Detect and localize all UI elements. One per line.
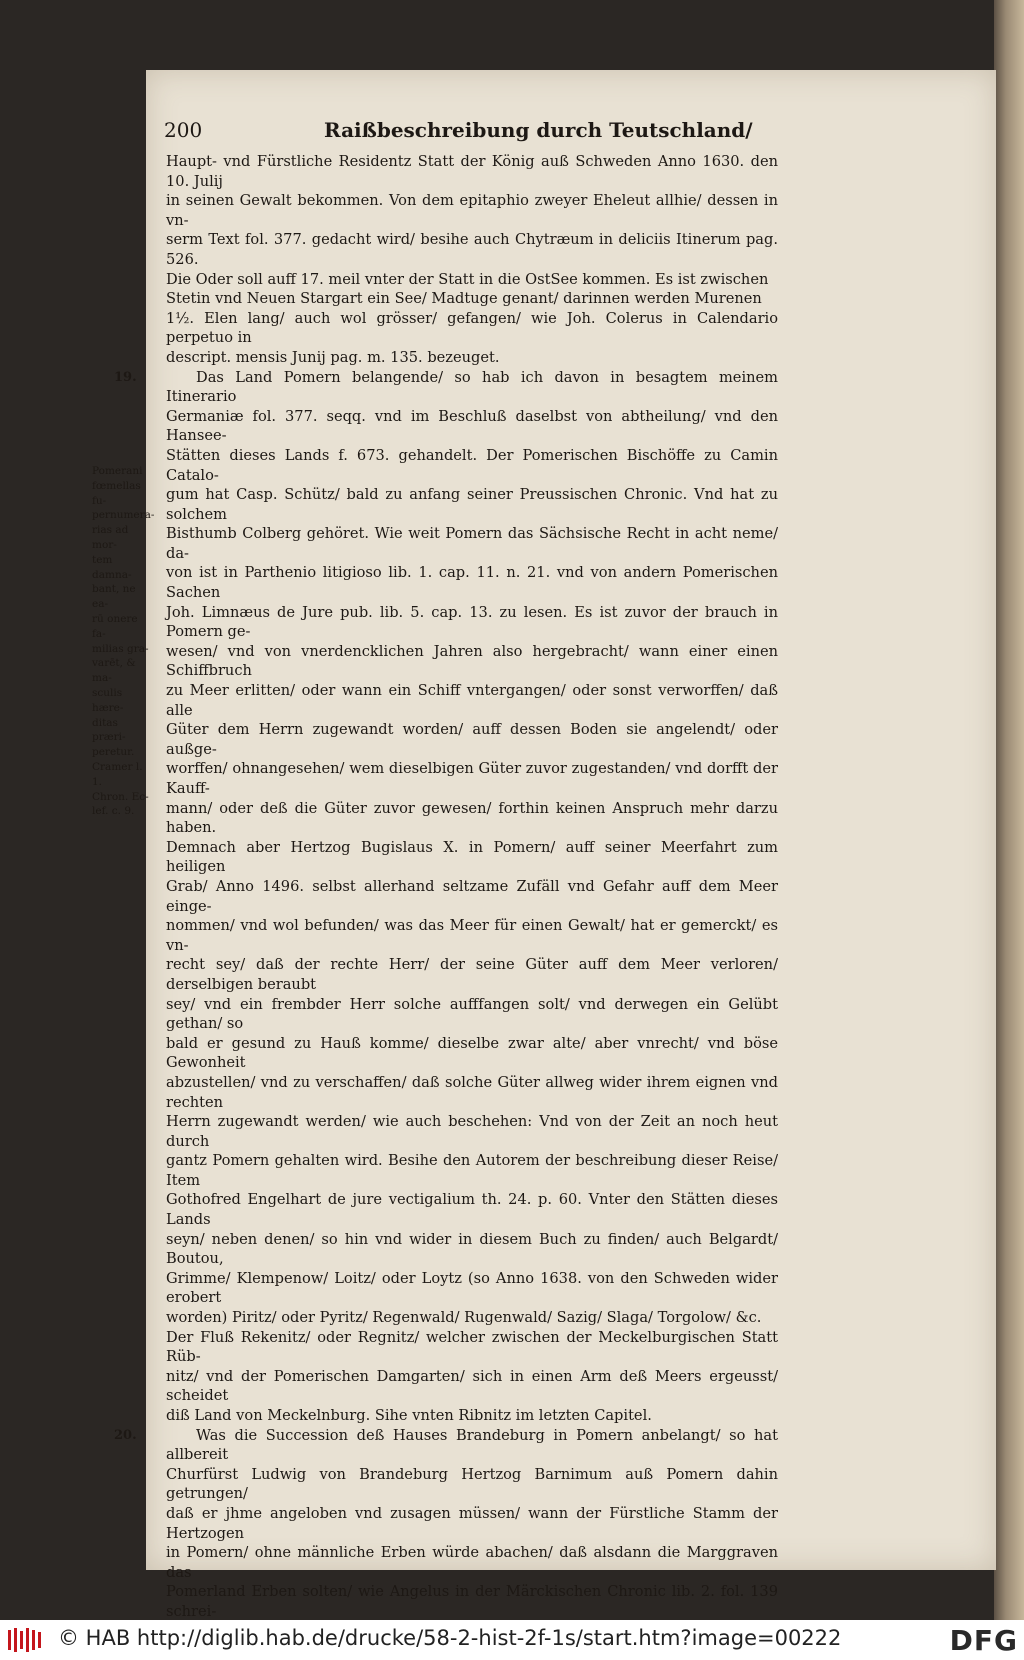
text-line: diß Land von Meckelnburg. Sihe vnten Ribnitz im letzten Capitel. xyxy=(166,1407,652,1424)
paragraph xyxy=(114,1426,778,1620)
text-line: recht sey/ daß der rechte Herr/ der seine Güter auff dem Meer verloren/ derselbigen beraubt xyxy=(166,956,778,993)
text-line: Die Oder soll auff 17. meil vnter der Statt in die OstSee kommen. Es ist zwischen xyxy=(166,270,769,288)
text-line: Haupt- vnd Fürstliche Residentz Statt der König auß Schweden Anno 1630. den 10. Julij xyxy=(166,153,778,190)
text-line: Güter dem Herrn zugewandt worden/ auff dessen Boden sie angelendt/ oder außge- xyxy=(166,721,778,758)
margin-note-line: bant, ne ea- xyxy=(92,583,136,611)
text-line: wesen/ vnd von vnerdencklichen Jahren also hergebracht/ wann einer einen Schiffbruch xyxy=(166,642,778,680)
text-line: Demnach aber Hertzog Bugislaus X. in Pomern/ auff seiner Meerfahrt zum heiligen xyxy=(166,838,778,876)
text-line: worffen/ ohnangesehen/ wem dieselbigen Güter zuvor zugestanden/ vnd dorfft der Kauff- xyxy=(166,760,778,797)
margin-note-line: peretur. xyxy=(92,746,135,759)
text-line: Stätten dieses Lands f. 673. gehandelt. Der Pomerischen Bischöffe zu Camin Catalo- xyxy=(166,446,778,484)
text-line: descript. mensis Junij pag. m. 135. bezeuget. xyxy=(166,348,500,366)
copyright-url[interactable]: © HAB http://diglib.hab.de/drucke/58-2-hist-2f-1s/start.htm?image=00222 xyxy=(58,1626,842,1650)
page-number: 200 xyxy=(164,118,203,142)
text-line: mann/ oder deß die Güter zuvor gewesen/ forthin keinen Anspruch mehr darzu haben. xyxy=(166,799,778,837)
text-line: Bisthumb Colberg gehöret. Wie weit Pomern das Sächsische Recht in acht neme/ da- xyxy=(166,525,778,562)
margin-note xyxy=(92,464,155,819)
margin-note-line: rū onere fa- xyxy=(92,612,138,640)
text-line: Pomerland Erben solten/ wie Angelus in der Märckischen Chronic lib. 2. fol. 139 schrei- xyxy=(166,1583,778,1620)
text-line: Stetin vnd Neuen Stargart ein See/ Madtuge genant/ darinnen werden Murenen xyxy=(166,290,762,308)
paragraph-number: 20. xyxy=(114,1427,137,1443)
text-line: zu Meer erlitten/ oder wann ein Schiff vntergangen/ oder sonst verworffen/ daß alle xyxy=(166,682,778,719)
text-line: sey/ vnd ein frembder Herr solche aufffangen solt/ vnd derwegen ein Gelübt gethan/ so xyxy=(166,995,778,1033)
page-header xyxy=(164,118,784,146)
footer-bar xyxy=(0,1620,1024,1660)
text-line: Churfürst Ludwig von Brandeburg Hertzog Barnimum auß Pomern dahin getrungen/ xyxy=(166,1465,778,1503)
text-line: abzustellen/ vnd zu verschaffen/ daß solche Güter allweg wider ihrem eignen vnd rechten xyxy=(166,1073,778,1111)
text-line: worden) Piritz/ oder Pyritz/ Regenwald/ Rugenwald/ Sazig/ Slaga/ Torgolow/ &c. xyxy=(166,1309,762,1327)
margin-note-line: Cramer l. 1. xyxy=(92,760,143,788)
dfg-logo: DFG xyxy=(949,1624,1018,1657)
text-line: in seinen Gewalt bekommen. Von dem epitaphio zweyer Eheleut allhie/ dessen in vn- xyxy=(166,192,778,229)
running-title: Raißbeschreibung durch Teutschland/ xyxy=(324,118,753,142)
margin-note-line: Chron. Ec- xyxy=(92,790,149,803)
margin-note-line: tem damna- xyxy=(92,553,132,581)
text-line: Gothofred Engelhart de jure vectigalium th. 24. p. 60. Vnter den Stätten dieses Lands xyxy=(166,1191,778,1229)
text-line: Germaniæ fol. 377. seqq. vnd im Beschluß daselbst von abtheilung/ vnd den Hansee- xyxy=(166,407,778,445)
margin-note-line: Pomerani xyxy=(92,465,143,477)
text-line: Was die Succession deß Hauses Brandeburg in Pomern anbelangt/ so hat allbereit xyxy=(166,1426,778,1464)
text-line: serm Text fol. 377. gedacht wird/ besihe auch Chytræum in deliciis Itinerum pag. 526. xyxy=(166,231,778,268)
text-line: Grimme/ Klempenow/ Loitz/ oder Loytz (so Anno 1638. von den Schweden wider erobert xyxy=(166,1269,778,1307)
text-line: 1½. Elen lang/ auch wol grösser/ gefangen/ wie Joh. Colerus in Calendario perpetuo in xyxy=(166,309,778,347)
text-line: gantz Pomern gehalten wird. Besihe den Autorem der beschreibung dieser Reise/ Item xyxy=(166,1152,778,1189)
text-line: in Pomern/ ohne männliche Erben würde abachen/ daß alsdann die Marggraven das xyxy=(166,1544,778,1581)
margin-note-line: fœmellas fu- xyxy=(92,479,141,507)
book-spine-edge xyxy=(994,0,1024,1620)
margin-note-line: varēt, & ma- xyxy=(92,657,136,685)
margin-note-line: rias ad mor- xyxy=(92,524,129,551)
text-line: gum hat Casp. Schütz/ bald zu anfang seiner Preussischen Chronic. Vnd hat zu solchem xyxy=(166,486,778,523)
text-line: Das Land Pomern belangende/ so hab ich davon in besagtem meinem Itinerario xyxy=(166,368,778,406)
margin-note-line: lef. c. 9. xyxy=(92,805,135,818)
margin-note-line: milias gra- xyxy=(92,642,149,655)
paragraph-number: 19. xyxy=(114,369,137,385)
text-line: daß er jhme angeloben vnd zusagen müssen/ wann der Fürstliche Stamm der Hertzogen xyxy=(166,1504,778,1542)
margin-note-line: pernumera- xyxy=(92,509,155,522)
text-line: seyn/ neben denen/ so hin vnd wider in diesem Buch zu finden/ auch Belgardt/ Boutou, xyxy=(166,1230,778,1268)
text-line: Grab/ Anno 1496. selbst allerhand seltzame Zufäll vnd Gefahr auff dem Meer einge- xyxy=(166,877,778,915)
text-line: Herrn zugewandt werden/ wie auch beschehen: Vnd von der Zeit an noch heut durch xyxy=(166,1113,778,1150)
hab-logo-icon xyxy=(6,1626,46,1654)
text-line: Der Fluß Rekenitz/ oder Regnitz/ welcher zwischen der Meckelburgischen Statt Rüb- xyxy=(166,1328,778,1366)
paragraph xyxy=(166,152,778,368)
text-line: Joh. Limnæus de Jure pub. lib. 5. cap. 13. zu lesen. Es ist zuvor der brauch in Pomern ge- xyxy=(166,603,778,641)
text-line: nitz/ vnd der Pomerischen Damgarten/ sich in einen Arm deß Meers ergeusst/ scheidet xyxy=(166,1367,778,1405)
text-line: von ist in Parthenio litigioso lib. 1. cap. 11. n. 21. vnd von andern Pomerischen Sachen xyxy=(166,564,778,602)
text-line: nommen/ vnd wol befunden/ was das Meer für einen Gewalt/ hat er gemerckt/ es vn- xyxy=(166,917,778,954)
margin-note-line: sculis hære- xyxy=(92,686,124,714)
text-line: bald er gesund zu Hauß komme/ dieselbe zwar alte/ aber vnrecht/ vnd böse Gewonheit xyxy=(166,1034,778,1072)
margin-note-line: ditas præri- xyxy=(92,716,126,744)
